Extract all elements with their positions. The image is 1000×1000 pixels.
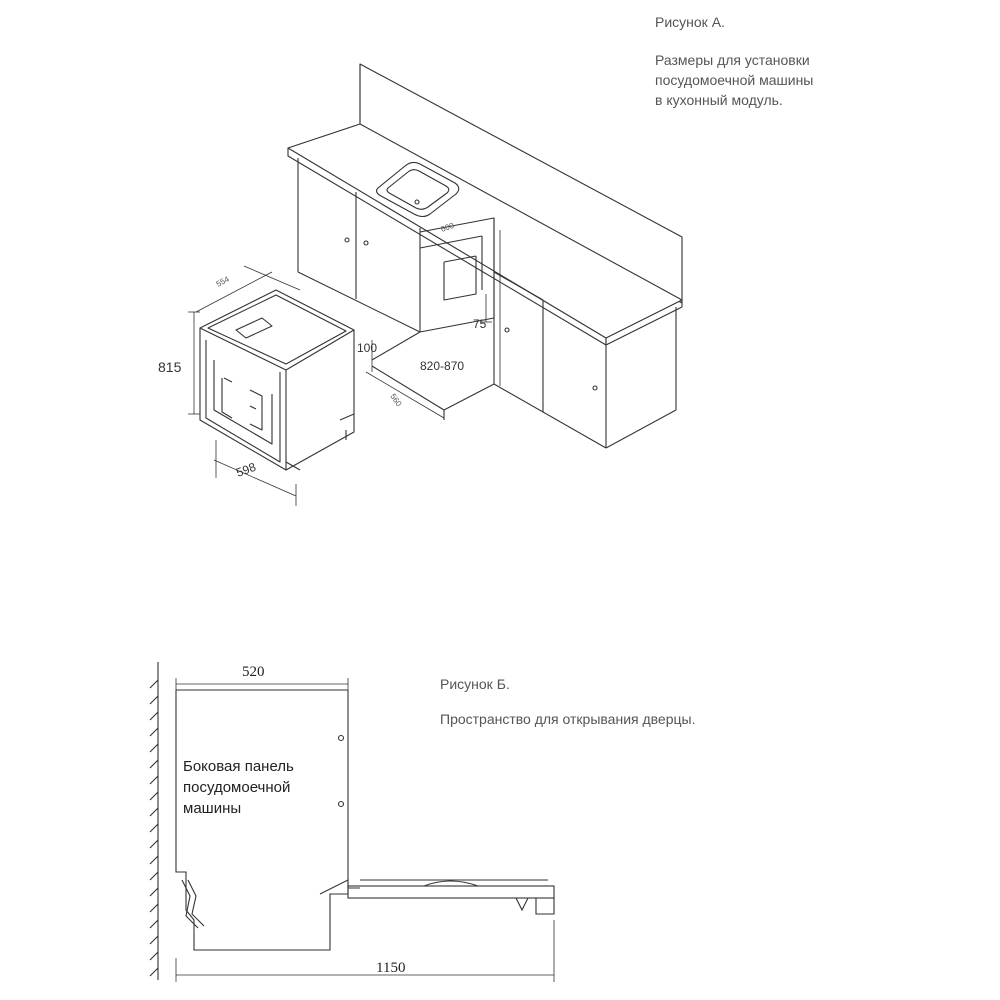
panel-label-line-2: посудомоечной (183, 779, 291, 796)
figure-b-drawing (0, 660, 1000, 1000)
figure-a-description-line-1: Размеры для установки (655, 52, 810, 68)
dimension-bottom-width: 598 (234, 459, 258, 480)
dimension-depth-520: 520 (242, 664, 265, 680)
open-door (320, 880, 554, 914)
dimension-open-length: 1150 (376, 960, 406, 976)
figure-a-description-line-3: в кухонный модуль. (655, 92, 783, 108)
figure-b-description: Пространство для открывания дверцы. (440, 711, 696, 727)
dimension-height: 815 (158, 359, 182, 375)
dimension-niche-width: 600 (439, 220, 456, 234)
figure-b-title: Рисунок Б. (440, 676, 510, 692)
dimension-top-width: 554 (214, 274, 231, 289)
panel-label-line-1: Боковая панель (183, 758, 294, 775)
dimension-plinth: 100 (357, 341, 378, 355)
open-length-dimension-line (176, 920, 554, 982)
side-panel (176, 690, 348, 950)
dimension-gap: 75 (473, 317, 487, 331)
figure-a-title: Рисунок А. (655, 14, 725, 30)
wall (150, 662, 158, 980)
niche-floor (372, 332, 494, 420)
dimension-niche-height: 820-870 (420, 359, 465, 373)
figure-a-description-line-2: посудомоечной машины (655, 72, 814, 88)
dimension-niche-depth: 560 (388, 391, 404, 409)
panel-label-line-3: машины (183, 800, 242, 817)
dishwasher (200, 290, 354, 470)
